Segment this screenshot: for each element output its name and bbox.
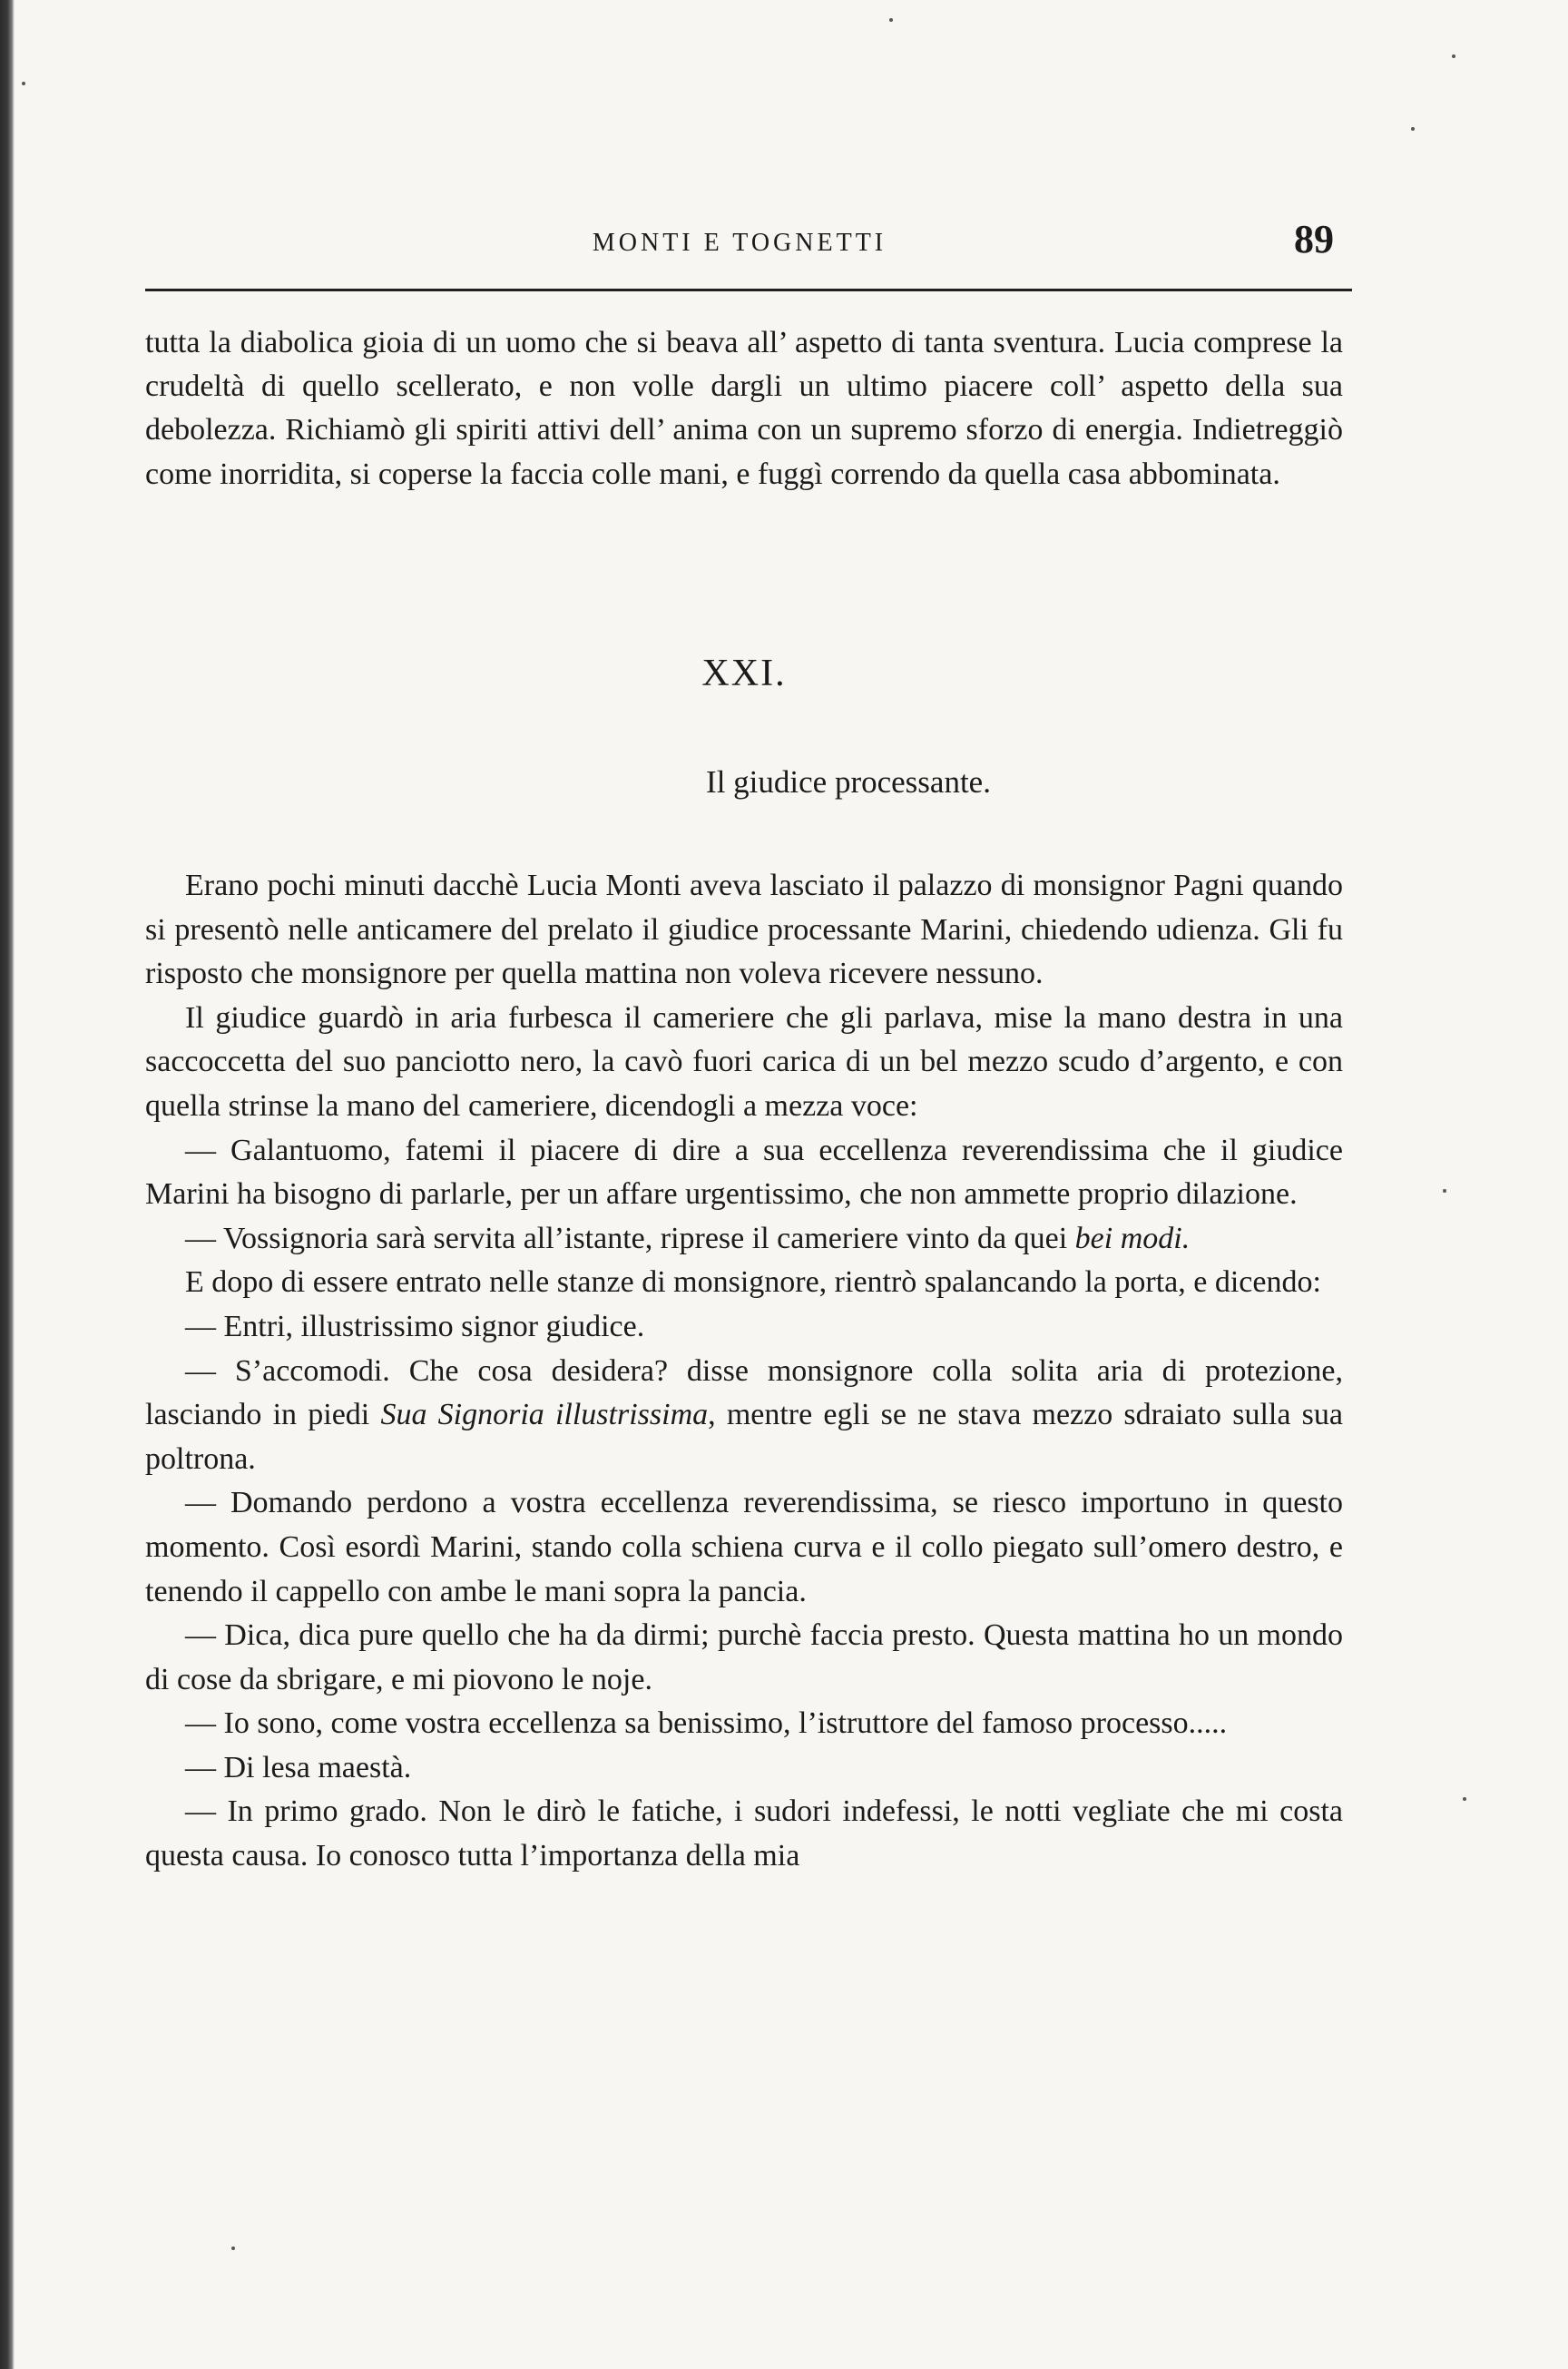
- running-head: [145, 216, 1334, 270]
- paragraph: — In primo grado. Non le dirò le fatiche, i sudori indefessi, le notti vegliate che mi costa questa causa. Io conosco tutta l’importanza della mia: [145, 1794, 1343, 1873]
- print-speck: [1411, 127, 1415, 131]
- paragraph: — Domando perdono a vostra eccellenza reverendissima, se riesco importuno in questo momento. Così esordì Marini, stando colla schiena curva e il collo piegato sull’omero destro, e tenendo il cappello con ambe le mani sopra la pancia.: [145, 1486, 1343, 1608]
- paragraph-text: — S’accomodi. Che cosa desidera? disse monsignore colla solita aria di protezione, lasciando in piedi: [145, 1353, 1343, 1432]
- chapter-body: [145, 864, 1343, 1879]
- italic-text: Sua Signoria illustrissima: [380, 1398, 709, 1432]
- header-rule: [145, 289, 1352, 291]
- chapter-title: Il giudice processante.: [706, 764, 991, 800]
- italic-text: bei modi.: [1074, 1221, 1191, 1255]
- page-number: 89: [1294, 217, 1334, 261]
- print-speck: [889, 18, 893, 22]
- binding-edge: [0, 0, 15, 2369]
- print-speck: [22, 82, 25, 85]
- paragraph-text: , mentre egli se ne stava mezzo sdraiato sulla sua poltrona.: [145, 1398, 1343, 1476]
- continuation-paragraph: tutta la diabolica gioia di un uomo che si beava all’ aspetto di tanta sventura. Lucia comprese la crudeltà di quello scellerato, e non volle dargli un ultimo piacere coll’ aspetto della sua debolezza. Richiamò gli spiriti attivi dell’ anima con un supremo sforzo di energia. Indietreggiò come inorridita, si coperse la faccia colle mani, e fuggì correndo da quella casa abbominata.: [145, 326, 1343, 491]
- running-title: MONTI E TOGNETTI: [592, 229, 887, 257]
- paragraph: Il giudice guardò in aria furbesca il cameriere che gli parlava, mise la mano destra in una saccoccetta del suo panciotto nero, la cavò fuori carica di un bel mezzo scudo d’argento, e con quella strinse la mano del cameriere, dicendogli a mezza voce:: [145, 1000, 1343, 1123]
- paragraph: — Di lesa maestà.: [185, 1750, 412, 1784]
- paragraph: — Io sono, come vostra eccellenza sa benissimo, l’istruttore del famoso processo.....: [185, 1706, 1228, 1741]
- paragraph-text: — Vossignoria sarà servita all’istante, riprese il cameriere vinto da quei: [185, 1221, 1068, 1255]
- print-speck: [1443, 1189, 1446, 1193]
- paragraph: E dopo di essere entrato nelle stanze di monsignore, rientrò spalancando la porta, e dicendo:: [185, 1265, 1321, 1300]
- paragraph: [145, 1217, 1343, 1262]
- paragraph: — Galantuomo, fatemi il piacere di dire a sua eccellenza reverendissima che il giudice Marini ha bisogno di parlarle, per un affare urgentissimo, che non ammette proprio dilazione.: [145, 1133, 1343, 1212]
- chapter-numeral: XXI.: [701, 653, 787, 694]
- paragraph: — Entri, illustrissimo signor giudice.: [185, 1309, 645, 1343]
- paragraph: [145, 1350, 1343, 1482]
- paragraph: — Dica, dica pure quello che ha da dirmi; purchè faccia presto. Questa mattina ho un mondo di cose da sbrigare, e mi piovono le noje.: [145, 1618, 1343, 1696]
- print-speck: [1452, 54, 1455, 58]
- print-speck: [1463, 1797, 1466, 1801]
- continuation-text: [145, 321, 1343, 496]
- print-speck: [231, 2246, 235, 2250]
- paragraph: Erano pochi minuti dacchè Lucia Monti aveva lasciato il palazzo di monsignor Pagni quando si presentò nelle anticamere del prelato il giudice processante Marini, chiedendo udienza. Gli fu risposto che monsignore per quella mattina non voleva ricevere nessuno.: [145, 869, 1343, 991]
